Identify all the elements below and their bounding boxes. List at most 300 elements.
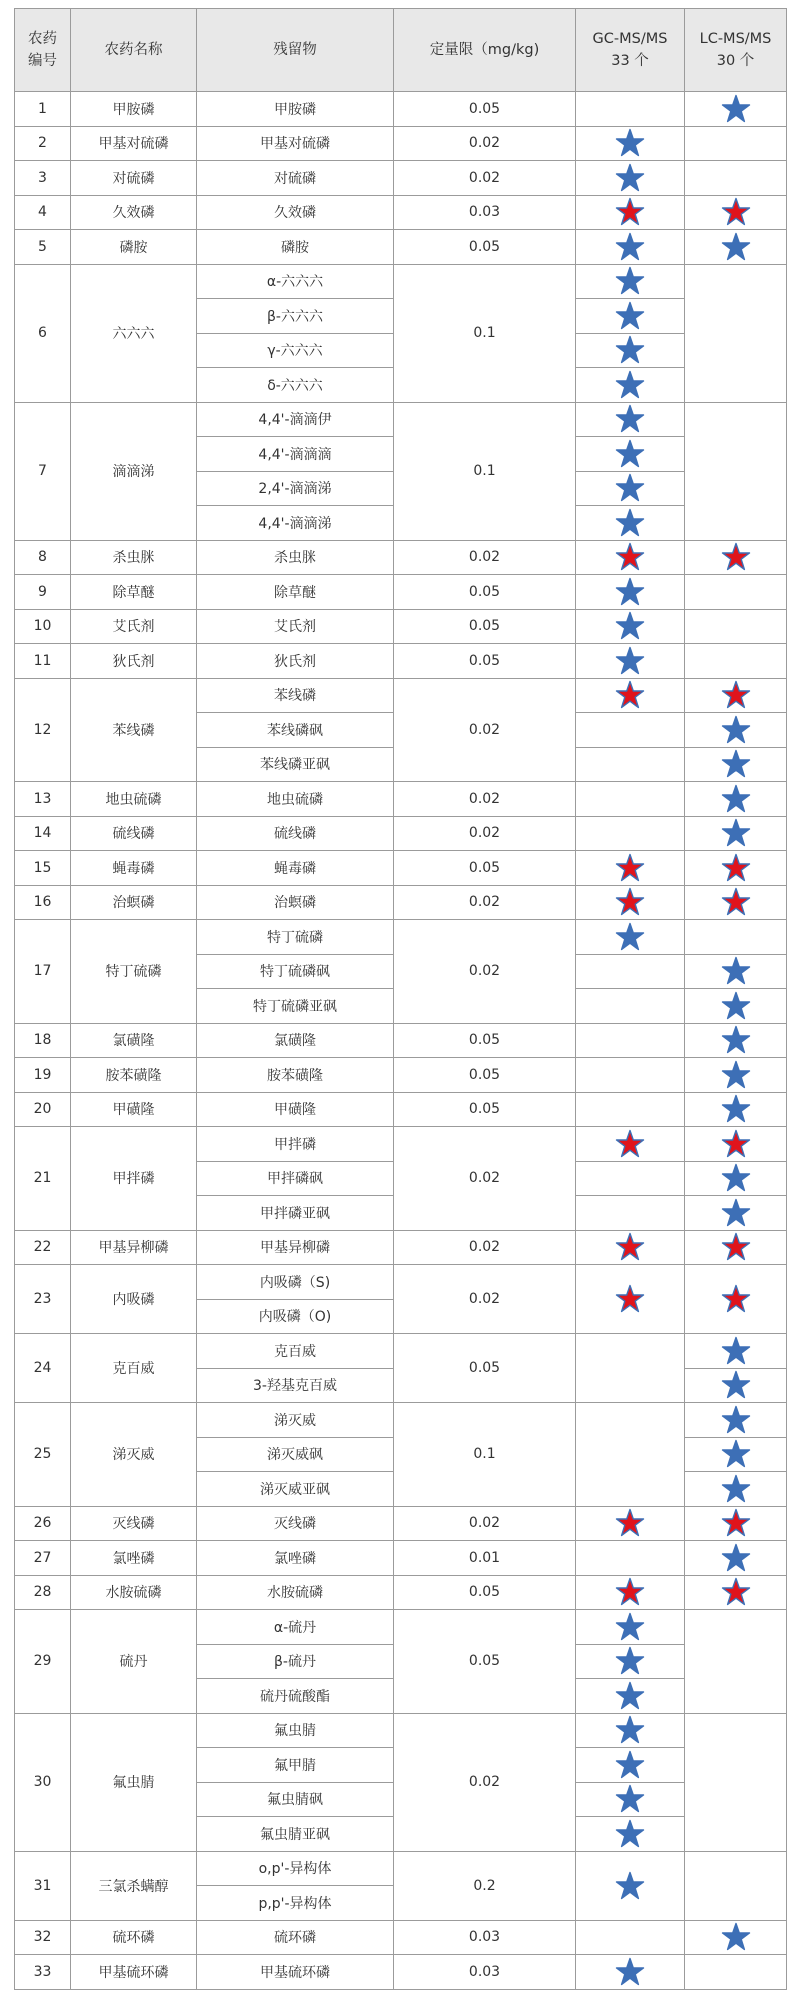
loq-cell: 0.05 xyxy=(394,1575,576,1610)
star-red-icon xyxy=(615,197,645,227)
residue-cell: 灭线磷 xyxy=(197,1506,394,1541)
table-row xyxy=(15,920,787,955)
table-row xyxy=(15,1334,787,1369)
residue-cell: δ-六六六 xyxy=(197,368,394,403)
table-row xyxy=(15,1955,787,1990)
table-row xyxy=(15,1920,787,1955)
header-gc-line2: 33 个 xyxy=(611,53,649,69)
table-row xyxy=(15,230,787,265)
star-blue-icon xyxy=(721,1474,751,1504)
table-row xyxy=(15,161,787,196)
star-blue-icon xyxy=(721,1094,751,1124)
gc-cell xyxy=(576,506,685,541)
gc-cell xyxy=(576,1265,685,1334)
residue-cell: 涕灭威亚砜 xyxy=(197,1472,394,1507)
residue-cell: 甲基硫环磷 xyxy=(197,1955,394,1990)
table-row xyxy=(15,1403,787,1438)
residue-cell: 苯线磷 xyxy=(197,678,394,713)
loq-cell: 0.05 xyxy=(394,644,576,679)
header-lc-line2: 30 个 xyxy=(716,53,755,69)
gc-cell xyxy=(576,92,685,127)
star-blue-icon xyxy=(615,370,645,400)
lc-cell xyxy=(685,989,787,1024)
pesticide-name-cell: 磷胺 xyxy=(71,230,197,265)
gc-cell xyxy=(576,1196,685,1231)
pesticide-id-cell: 23 xyxy=(15,1265,71,1334)
pesticide-name-cell: 甲磺隆 xyxy=(71,1092,197,1127)
pesticide-name-cell: 胺苯磺隆 xyxy=(71,1058,197,1093)
pesticide-id-cell: 28 xyxy=(15,1575,71,1610)
pesticide-name-cell: 硫丹 xyxy=(71,1610,197,1714)
star-blue-icon xyxy=(615,128,645,158)
header-lc xyxy=(685,9,787,92)
pesticide-id-cell: 18 xyxy=(15,1023,71,1058)
loq-cell: 0.02 xyxy=(394,920,576,1024)
table-row xyxy=(15,885,787,920)
loq-cell: 0.02 xyxy=(394,540,576,575)
table-row xyxy=(15,264,787,299)
residue-cell: 治螟磷 xyxy=(197,885,394,920)
pesticide-name-cell: 氟虫腈 xyxy=(71,1713,197,1851)
loq-cell: 0.02 xyxy=(394,1127,576,1231)
residue-cell: α-六六六 xyxy=(197,264,394,299)
table-row xyxy=(15,92,787,127)
residue-cell: 甲基异柳磷 xyxy=(197,1230,394,1265)
header-name: 农药名称 xyxy=(71,9,197,92)
star-red-icon xyxy=(615,1129,645,1159)
star-blue-icon xyxy=(615,439,645,469)
star-blue-icon xyxy=(721,1060,751,1090)
pesticide-name-cell: 除草醚 xyxy=(71,575,197,610)
residue-cell: 涕灭威 xyxy=(197,1403,394,1438)
loq-cell: 0.05 xyxy=(394,1058,576,1093)
star-blue-icon xyxy=(615,266,645,296)
lc-cell xyxy=(685,609,787,644)
loq-cell: 0.1 xyxy=(394,264,576,402)
residue-cell: γ-六六六 xyxy=(197,333,394,368)
gc-cell xyxy=(576,644,685,679)
lc-cell xyxy=(685,1920,787,1955)
table-row xyxy=(15,851,787,886)
table-row xyxy=(15,1127,787,1162)
gc-cell xyxy=(576,885,685,920)
loq-cell: 0.05 xyxy=(394,1610,576,1714)
gc-cell xyxy=(576,609,685,644)
residue-cell: 甲磺隆 xyxy=(197,1092,394,1127)
star-red-icon xyxy=(721,887,751,917)
gc-cell xyxy=(576,1092,685,1127)
lc-cell xyxy=(685,1713,787,1851)
pesticide-id-cell: 3 xyxy=(15,161,71,196)
residue-cell: 胺苯磺隆 xyxy=(197,1058,394,1093)
header-gc-line1: GC-MS/MS xyxy=(592,31,668,47)
residue-cell: 水胺硫磷 xyxy=(197,1575,394,1610)
gc-cell xyxy=(576,1851,685,1920)
residue-cell: 氟甲腈 xyxy=(197,1748,394,1783)
residue-cell: 克百威 xyxy=(197,1334,394,1369)
star-red-icon xyxy=(721,1129,751,1159)
star-red-icon xyxy=(615,853,645,883)
loq-cell: 0.02 xyxy=(394,782,576,817)
star-blue-icon xyxy=(615,232,645,262)
loq-cell: 0.02 xyxy=(394,816,576,851)
star-red-icon xyxy=(721,1508,751,1538)
residue-cell: p,p'-异构体 xyxy=(197,1886,394,1921)
star-red-icon xyxy=(615,1284,645,1314)
star-blue-icon xyxy=(721,749,751,779)
loq-cell: 0.02 xyxy=(394,1230,576,1265)
loq-cell: 0.05 xyxy=(394,609,576,644)
loq-cell: 0.03 xyxy=(394,195,576,230)
lc-cell xyxy=(685,1610,787,1714)
pesticide-id-cell: 16 xyxy=(15,885,71,920)
star-blue-icon xyxy=(721,1163,751,1193)
table-row xyxy=(15,816,787,851)
lc-cell xyxy=(685,161,787,196)
table-row xyxy=(15,540,787,575)
gc-cell xyxy=(576,402,685,437)
loq-cell: 0.03 xyxy=(394,1955,576,1990)
pesticide-id-cell: 2 xyxy=(15,126,71,161)
star-blue-icon xyxy=(721,1198,751,1228)
gc-cell xyxy=(576,1748,685,1783)
lc-cell xyxy=(685,402,787,540)
star-blue-icon xyxy=(615,1957,645,1987)
gc-cell xyxy=(576,1782,685,1817)
star-blue-icon xyxy=(615,473,645,503)
table-row xyxy=(15,1230,787,1265)
residue-cell: 特丁硫磷亚砜 xyxy=(197,989,394,1024)
loq-cell: 0.05 xyxy=(394,1092,576,1127)
lc-cell xyxy=(685,1541,787,1576)
loq-cell: 0.05 xyxy=(394,851,576,886)
gc-cell xyxy=(576,782,685,817)
gc-cell xyxy=(576,1679,685,1714)
star-blue-icon xyxy=(721,956,751,986)
lc-cell xyxy=(685,1058,787,1093)
gc-cell xyxy=(576,1817,685,1852)
gc-cell xyxy=(576,1127,685,1162)
star-blue-icon xyxy=(721,542,751,572)
residue-cell: 涕灭威砜 xyxy=(197,1437,394,1472)
star-red-icon xyxy=(721,1577,751,1607)
star-blue-icon xyxy=(615,922,645,952)
gc-cell xyxy=(576,471,685,506)
gc-cell xyxy=(576,1230,685,1265)
residue-cell: 地虫硫磷 xyxy=(197,782,394,817)
pesticide-name-cell: 艾氏剂 xyxy=(71,609,197,644)
gc-cell xyxy=(576,1955,685,1990)
star-blue-icon xyxy=(615,1715,645,1745)
pesticide-name-cell: 苯线磷 xyxy=(71,678,197,782)
loq-cell: 0.02 xyxy=(394,678,576,782)
pesticide-id-cell: 1 xyxy=(15,92,71,127)
lc-cell xyxy=(685,782,787,817)
pesticide-id-cell: 19 xyxy=(15,1058,71,1093)
residue-cell: 4,4'-滴滴滴 xyxy=(197,437,394,472)
star-blue-icon xyxy=(615,163,645,193)
star-blue-icon xyxy=(615,1871,645,1901)
residue-cell: 4,4'-滴滴伊 xyxy=(197,402,394,437)
loq-cell: 0.02 xyxy=(394,1506,576,1541)
gc-cell xyxy=(576,816,685,851)
table-header xyxy=(15,9,787,92)
pesticide-name-cell: 地虫硫磷 xyxy=(71,782,197,817)
header-residue: 残留物 xyxy=(197,9,394,92)
star-blue-icon xyxy=(721,232,751,262)
star-blue-icon xyxy=(721,991,751,1021)
star-red-icon xyxy=(615,680,645,710)
pesticide-id-cell: 24 xyxy=(15,1334,71,1403)
gc-cell xyxy=(576,126,685,161)
pesticide-name-cell: 硫环磷 xyxy=(71,1920,197,1955)
gc-cell xyxy=(576,1575,685,1610)
pesticide-id-cell: 29 xyxy=(15,1610,71,1714)
star-red-icon xyxy=(721,197,751,227)
gc-cell xyxy=(576,713,685,748)
gc-cell xyxy=(576,575,685,610)
lc-cell xyxy=(685,920,787,955)
gc-cell xyxy=(576,1506,685,1541)
pesticide-name-cell: 甲拌磷 xyxy=(71,1127,197,1231)
star-red-icon xyxy=(721,1232,751,1262)
loq-cell: 0.2 xyxy=(394,1851,576,1920)
lc-cell xyxy=(685,575,787,610)
lc-cell xyxy=(685,126,787,161)
residue-cell: 甲拌磷亚砜 xyxy=(197,1196,394,1231)
lc-cell xyxy=(685,1230,787,1265)
lc-cell xyxy=(685,1092,787,1127)
residue-cell: 苯线磷亚砜 xyxy=(197,747,394,782)
pesticide-name-cell: 六六六 xyxy=(71,264,197,402)
residue-cell: 久效磷 xyxy=(197,195,394,230)
loq-cell: 0.05 xyxy=(394,575,576,610)
residue-cell: 狄氏剂 xyxy=(197,644,394,679)
lc-cell xyxy=(685,540,787,575)
gc-cell xyxy=(576,1058,685,1093)
residue-cell: 2,4'-滴滴涕 xyxy=(197,471,394,506)
lc-cell xyxy=(685,1196,787,1231)
residue-cell: 甲拌磷 xyxy=(197,1127,394,1162)
lc-cell xyxy=(685,230,787,265)
lc-cell xyxy=(685,747,787,782)
pesticide-id-cell: 22 xyxy=(15,1230,71,1265)
lc-cell xyxy=(685,713,787,748)
star-red-icon xyxy=(721,853,751,883)
pesticide-id-cell: 11 xyxy=(15,644,71,679)
gc-cell xyxy=(576,264,685,299)
residue-cell: 3-羟基克百威 xyxy=(197,1368,394,1403)
star-red-icon xyxy=(615,1577,645,1607)
residue-cell: 甲基对硫磷 xyxy=(197,126,394,161)
table-row xyxy=(15,1023,787,1058)
gc-cell xyxy=(576,747,685,782)
gc-cell xyxy=(576,851,685,886)
pesticide-id-cell: 25 xyxy=(15,1403,71,1507)
residue-cell: 内吸磷（O) xyxy=(197,1299,394,1334)
pesticide-name-cell: 对硫磷 xyxy=(71,161,197,196)
residue-cell: β-六六六 xyxy=(197,299,394,334)
header-row xyxy=(15,9,787,92)
gc-cell xyxy=(576,1334,685,1403)
residue-cell: 硫丹硫酸酯 xyxy=(197,1679,394,1714)
pesticide-name-cell: 克百威 xyxy=(71,1334,197,1403)
residue-cell: 氟虫腈砜 xyxy=(197,1782,394,1817)
residue-cell: 氟虫腈亚砜 xyxy=(197,1817,394,1852)
star-red-icon xyxy=(615,542,645,572)
pesticide-name-cell: 内吸磷 xyxy=(71,1265,197,1334)
gc-cell xyxy=(576,333,685,368)
pesticide-id-cell: 26 xyxy=(15,1506,71,1541)
pesticide-id-cell: 27 xyxy=(15,1541,71,1576)
lc-cell xyxy=(685,92,787,127)
table-body xyxy=(15,92,787,1990)
star-blue-icon xyxy=(615,646,645,676)
gc-cell xyxy=(576,920,685,955)
pesticide-id-cell: 15 xyxy=(15,851,71,886)
star-red-icon xyxy=(615,1232,645,1262)
star-blue-icon xyxy=(721,94,751,124)
residue-cell: 4,4'-滴滴涕 xyxy=(197,506,394,541)
star-blue-icon xyxy=(615,577,645,607)
header-id-line1: 农药 xyxy=(28,31,57,47)
star-blue-icon xyxy=(615,611,645,641)
lc-cell xyxy=(685,954,787,989)
loq-cell: 0.02 xyxy=(394,161,576,196)
residue-cell: 特丁硫磷 xyxy=(197,920,394,955)
pesticide-id-cell: 33 xyxy=(15,1955,71,1990)
pesticide-id-cell: 12 xyxy=(15,678,71,782)
gc-cell xyxy=(576,195,685,230)
loq-cell: 0.02 xyxy=(394,885,576,920)
residue-cell: 内吸磷（S) xyxy=(197,1265,394,1300)
pesticide-name-cell: 甲基对硫磷 xyxy=(71,126,197,161)
lc-cell xyxy=(685,816,787,851)
gc-cell xyxy=(576,1610,685,1645)
pesticide-id-cell: 30 xyxy=(15,1713,71,1851)
table-row xyxy=(15,1092,787,1127)
pesticide-name-cell: 氯唑磷 xyxy=(71,1541,197,1576)
star-blue-icon xyxy=(721,1336,751,1366)
gc-cell xyxy=(576,299,685,334)
gc-cell xyxy=(576,1541,685,1576)
pesticide-id-cell: 8 xyxy=(15,540,71,575)
star-red-icon xyxy=(721,1284,751,1314)
table-row xyxy=(15,1610,787,1645)
pesticide-name-cell: 久效磷 xyxy=(71,195,197,230)
star-blue-icon xyxy=(721,715,751,745)
loq-cell: 0.02 xyxy=(394,1713,576,1851)
pesticide-name-cell: 治螟磷 xyxy=(71,885,197,920)
header-loq: 定量限（mg/kg) xyxy=(394,9,576,92)
loq-cell: 0.05 xyxy=(394,1334,576,1403)
gc-cell xyxy=(576,954,685,989)
loq-cell: 0.05 xyxy=(394,92,576,127)
pesticide-name-cell: 三氯杀螨醇 xyxy=(71,1851,197,1920)
star-blue-icon xyxy=(615,301,645,331)
table-row xyxy=(15,1713,787,1748)
table-row xyxy=(15,1541,787,1576)
loq-cell: 0.1 xyxy=(394,1403,576,1507)
star-blue-icon xyxy=(615,1681,645,1711)
pesticide-table xyxy=(14,8,787,1990)
residue-cell: 特丁硫磷砜 xyxy=(197,954,394,989)
table-row xyxy=(15,402,787,437)
pesticide-id-cell: 10 xyxy=(15,609,71,644)
lc-cell xyxy=(685,1023,787,1058)
residue-cell: 氯唑磷 xyxy=(197,1541,394,1576)
residue-cell: 艾氏剂 xyxy=(197,609,394,644)
loq-cell: 0.05 xyxy=(394,230,576,265)
gc-cell xyxy=(576,1920,685,1955)
gc-cell xyxy=(576,1644,685,1679)
star-blue-icon xyxy=(615,1784,645,1814)
lc-cell xyxy=(685,1437,787,1472)
loq-cell: 0.01 xyxy=(394,1541,576,1576)
pesticide-name-cell: 涕灭威 xyxy=(71,1403,197,1507)
pesticide-id-cell: 17 xyxy=(15,920,71,1024)
star-blue-icon xyxy=(721,784,751,814)
pesticide-name-cell: 氯磺隆 xyxy=(71,1023,197,1058)
star-blue-icon xyxy=(721,1922,751,1952)
pesticide-id-cell: 32 xyxy=(15,1920,71,1955)
loq-cell: 0.02 xyxy=(394,1265,576,1334)
lc-cell xyxy=(685,264,787,402)
star-blue-icon xyxy=(721,1025,751,1055)
star-blue-icon xyxy=(615,335,645,365)
star-blue-icon xyxy=(615,1646,645,1676)
gc-cell xyxy=(576,678,685,713)
star-blue-icon xyxy=(615,404,645,434)
star-blue-icon xyxy=(615,508,645,538)
residue-cell: 甲拌磷砜 xyxy=(197,1161,394,1196)
lc-cell xyxy=(685,195,787,230)
lc-cell xyxy=(685,1127,787,1162)
pesticide-name-cell: 滴滴涕 xyxy=(71,402,197,540)
pesticide-name-cell: 狄氏剂 xyxy=(71,644,197,679)
star-blue-icon xyxy=(721,818,751,848)
star-red-icon xyxy=(615,887,645,917)
table-row xyxy=(15,609,787,644)
residue-cell: 氟虫腈 xyxy=(197,1713,394,1748)
pesticide-name-cell: 特丁硫磷 xyxy=(71,920,197,1024)
pesticide-id-cell: 31 xyxy=(15,1851,71,1920)
table-row xyxy=(15,1851,787,1886)
star-blue-icon xyxy=(615,1750,645,1780)
gc-cell xyxy=(576,368,685,403)
lc-cell xyxy=(685,1161,787,1196)
pesticide-name-cell: 甲基异柳磷 xyxy=(71,1230,197,1265)
pesticide-id-cell: 14 xyxy=(15,816,71,851)
pesticide-id-cell: 9 xyxy=(15,575,71,610)
lc-cell xyxy=(685,678,787,713)
header-id xyxy=(15,9,71,92)
star-blue-icon xyxy=(615,1819,645,1849)
table-row xyxy=(15,126,787,161)
star-blue-icon xyxy=(721,1405,751,1435)
lc-cell xyxy=(685,1368,787,1403)
residue-cell: 蝇毒磷 xyxy=(197,851,394,886)
lc-cell xyxy=(685,1334,787,1369)
residue-cell: 氯磺隆 xyxy=(197,1023,394,1058)
pesticide-name-cell: 甲基硫环磷 xyxy=(71,1955,197,1990)
star-red-icon xyxy=(721,680,751,710)
pesticide-name-cell: 杀虫脒 xyxy=(71,540,197,575)
table-row xyxy=(15,1575,787,1610)
lc-cell xyxy=(685,851,787,886)
table-row xyxy=(15,678,787,713)
pesticide-id-cell: 21 xyxy=(15,1127,71,1231)
